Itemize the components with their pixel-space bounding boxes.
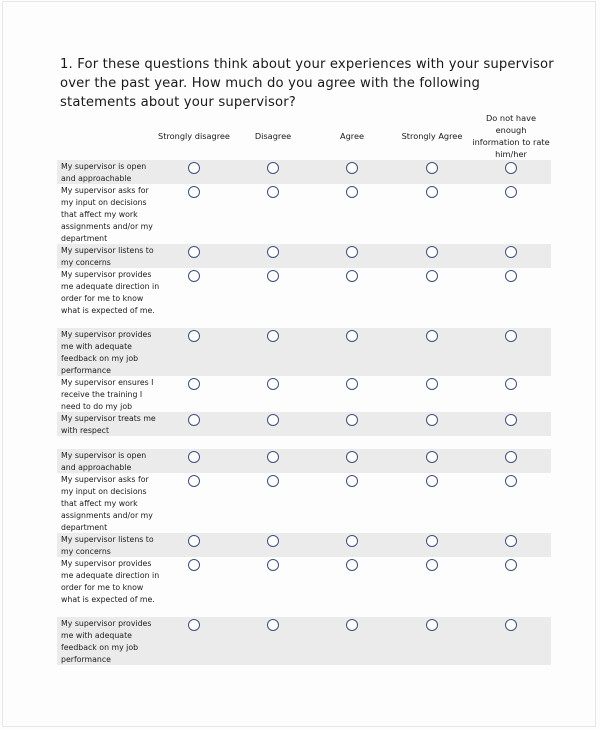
row-label: My supervisor asks for my input on decisions that affect my work assignments and/or my department [61, 475, 153, 532]
radio-disagree[interactable] [267, 451, 279, 463]
radio-strongly-disagree[interactable] [188, 475, 200, 487]
question-row [57, 533, 551, 557]
radio-strongly-disagree[interactable] [188, 559, 200, 571]
radio-strongly-agree[interactable] [426, 451, 438, 463]
radio-no-information[interactable] [505, 246, 517, 258]
radio-strongly-disagree[interactable] [188, 451, 200, 463]
row-label: My supervisor provides me with adequate feedback on my job performance [61, 619, 152, 664]
radio-disagree[interactable] [267, 330, 279, 342]
radio-no-information[interactable] [505, 378, 517, 390]
radio-strongly-disagree[interactable] [188, 414, 200, 426]
question-row [57, 557, 551, 617]
radio-agree[interactable] [346, 619, 358, 631]
radio-agree[interactable] [346, 378, 358, 390]
radio-strongly-disagree[interactable] [188, 330, 200, 342]
question-row [57, 244, 551, 268]
radio-strongly-agree[interactable] [426, 270, 438, 282]
radio-strongly-disagree[interactable] [188, 619, 200, 631]
question-row [57, 412, 551, 436]
question-row [57, 328, 551, 376]
row-label: My supervisor asks for my input on decisions that affect my work assignments and/or my department [61, 186, 153, 243]
radio-strongly-agree[interactable] [426, 330, 438, 342]
radio-strongly-disagree[interactable] [188, 246, 200, 258]
row-label: My supervisor is open and approachable [61, 162, 147, 183]
column-header-strongly-disagree: Strongly disagree [158, 131, 230, 141]
radio-strongly-disagree[interactable] [188, 270, 200, 282]
row-label: My supervisor listens to my concerns [61, 535, 154, 556]
radio-disagree[interactable] [267, 246, 279, 258]
radio-agree[interactable] [346, 451, 358, 463]
radio-agree[interactable] [346, 186, 358, 198]
radio-strongly-agree[interactable] [426, 414, 438, 426]
radio-strongly-agree[interactable] [426, 475, 438, 487]
radio-disagree[interactable] [267, 186, 279, 198]
radio-strongly-disagree[interactable] [188, 186, 200, 198]
radio-no-information[interactable] [505, 559, 517, 571]
row-label: My supervisor treats me with respect [61, 414, 156, 435]
column-header-disagree: Disagree [254, 131, 292, 141]
question-row [57, 268, 551, 328]
radio-disagree[interactable] [267, 414, 279, 426]
radio-strongly-disagree[interactable] [188, 162, 200, 174]
radio-no-information[interactable] [505, 270, 517, 282]
radio-no-information[interactable] [505, 162, 517, 174]
column-header-agree: Agree [339, 131, 365, 141]
radio-disagree[interactable] [267, 619, 279, 631]
row-label: My supervisor provides me with adequate feedback on my job performance [61, 330, 152, 375]
radio-strongly-agree[interactable] [426, 162, 438, 174]
question-text: 1. For these questions think about your experiences with your supervisor over the past year. How much do you agree with the following statements about your supervisor? [60, 57, 554, 110]
radio-agree[interactable] [346, 414, 358, 426]
radio-strongly-agree[interactable] [426, 559, 438, 571]
radio-agree[interactable] [346, 475, 358, 487]
radio-strongly-agree[interactable] [426, 246, 438, 258]
radio-disagree[interactable] [267, 559, 279, 571]
radio-disagree[interactable] [267, 535, 279, 547]
radio-no-information[interactable] [505, 414, 517, 426]
row-label: My supervisor is open and approachable [61, 451, 147, 472]
radio-agree[interactable] [346, 559, 358, 571]
radio-strongly-agree[interactable] [426, 186, 438, 198]
radio-no-information[interactable] [505, 451, 517, 463]
question-row [57, 473, 551, 533]
column-header-no-information: Do not have enough information to rate him/her [472, 113, 550, 159]
radio-no-information[interactable] [505, 475, 517, 487]
row-label: My supervisor provides me adequate direction in order for me to know what is expected of me. [61, 270, 160, 315]
radio-disagree[interactable] [267, 475, 279, 487]
question-row [57, 449, 551, 473]
column-header-strongly-agree: Strongly Agree [401, 131, 463, 141]
radio-agree[interactable] [346, 330, 358, 342]
radio-disagree[interactable] [267, 270, 279, 282]
radio-no-information[interactable] [505, 535, 517, 547]
question-row [57, 160, 551, 184]
question-row [57, 184, 551, 244]
radio-agree[interactable] [346, 162, 358, 174]
question-row [57, 617, 551, 665]
row-label: My supervisor listens to my concerns [61, 246, 154, 267]
column-headers [0, 110, 600, 160]
question-row [57, 376, 551, 412]
radio-strongly-agree[interactable] [426, 619, 438, 631]
radio-strongly-disagree[interactable] [188, 378, 200, 390]
radio-strongly-agree[interactable] [426, 535, 438, 547]
radio-agree[interactable] [346, 246, 358, 258]
radio-no-information[interactable] [505, 619, 517, 631]
radio-no-information[interactable] [505, 186, 517, 198]
radio-agree[interactable] [346, 270, 358, 282]
radio-disagree[interactable] [267, 378, 279, 390]
radio-strongly-agree[interactable] [426, 378, 438, 390]
radio-agree[interactable] [346, 535, 358, 547]
radio-disagree[interactable] [267, 162, 279, 174]
radio-no-information[interactable] [505, 330, 517, 342]
row-label: My supervisor provides me adequate direction in order for me to know what is expected of me. [61, 559, 160, 604]
row-label: My supervisor ensures I receive the training I need to do my job [61, 378, 154, 411]
radio-strongly-disagree[interactable] [188, 535, 200, 547]
